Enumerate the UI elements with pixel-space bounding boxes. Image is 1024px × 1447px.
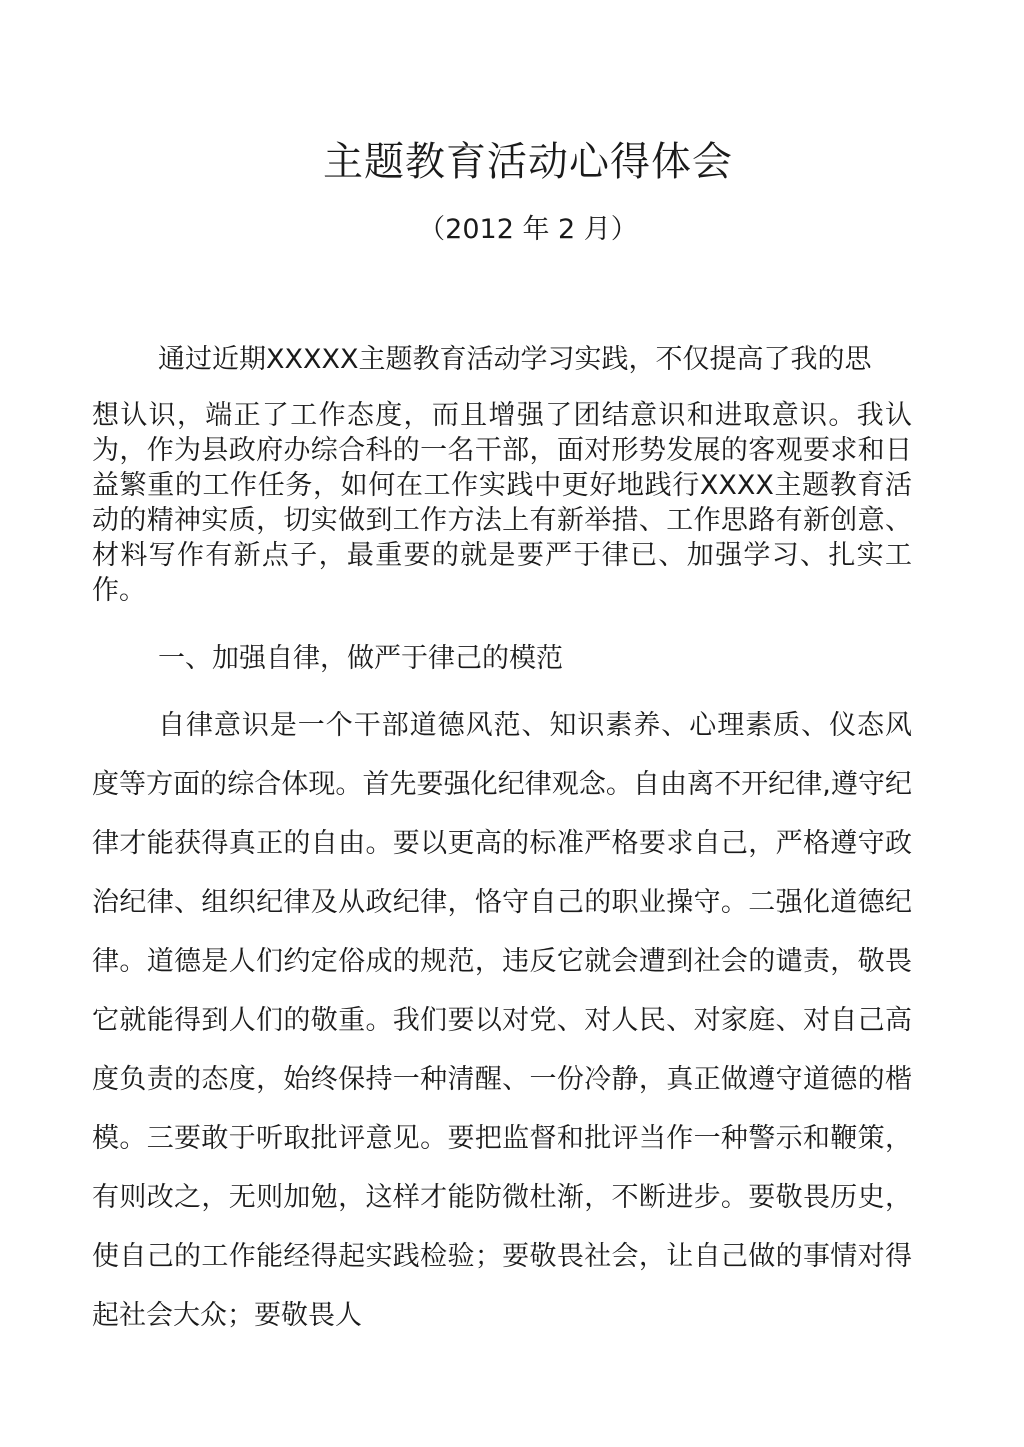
document-title: 主题教育活动心得体会 xyxy=(323,139,733,185)
intro-paragraph-first-line: 通过近期XXXXX主题教育活动学习实践，不仅提高了我的思 xyxy=(158,344,872,375)
document-date: （2012 年 2 月） xyxy=(418,214,638,245)
intro-paragraph-continuation: 想认识，端正了工作态度，而且增强了团结意识和进取意识。我认为，作为县政府办综合科的一名干部，面对形势发展的客观要求和日益繁重的工作任务，如何在工作实践中更好地践行XXXX主题教育活动的精神实质，切实做到工作方法上有新举措、工作思路有新创意、材料写作有新点子，最重要的就是要严于律已、加强学习、扎实工作。 xyxy=(92,400,912,606)
section-heading: 一、加强自律，做严于律己的模范 xyxy=(158,643,563,674)
section-body-paragraph: 自律意识是一个干部道德风范、知识素养、心理素质、仪态风度等方面的综合体现。首先要强化纪律观念。自由离不开纪律,遵守纪律才能获得真正的自由。要以更高的标准严格要求自己，严格遵守政治纪律、组织纪律及从政纪律，恪守自己的职业操守。二强化道德纪律。道德是人们约定俗成的规范，违反它就会遭到社会的谴责，敬畏它就能得到人们的敬重。我们要以对党、对人民、对家庭、对自己高度负责的态度，始终保持一种清醒、一份冷静，真正做遵守道德的楷模。三要敢于听取批评意见。要把监督和批评当作一种警示和鞭策，有则改之，无则加勉，这样才能防微杜渐，不断进步。要敬畏历史，使自己的工作能经得起实践检验；要敬畏社会，让自己做的事情对得起社会大众；要敬畏人 xyxy=(92,710,912,1331)
